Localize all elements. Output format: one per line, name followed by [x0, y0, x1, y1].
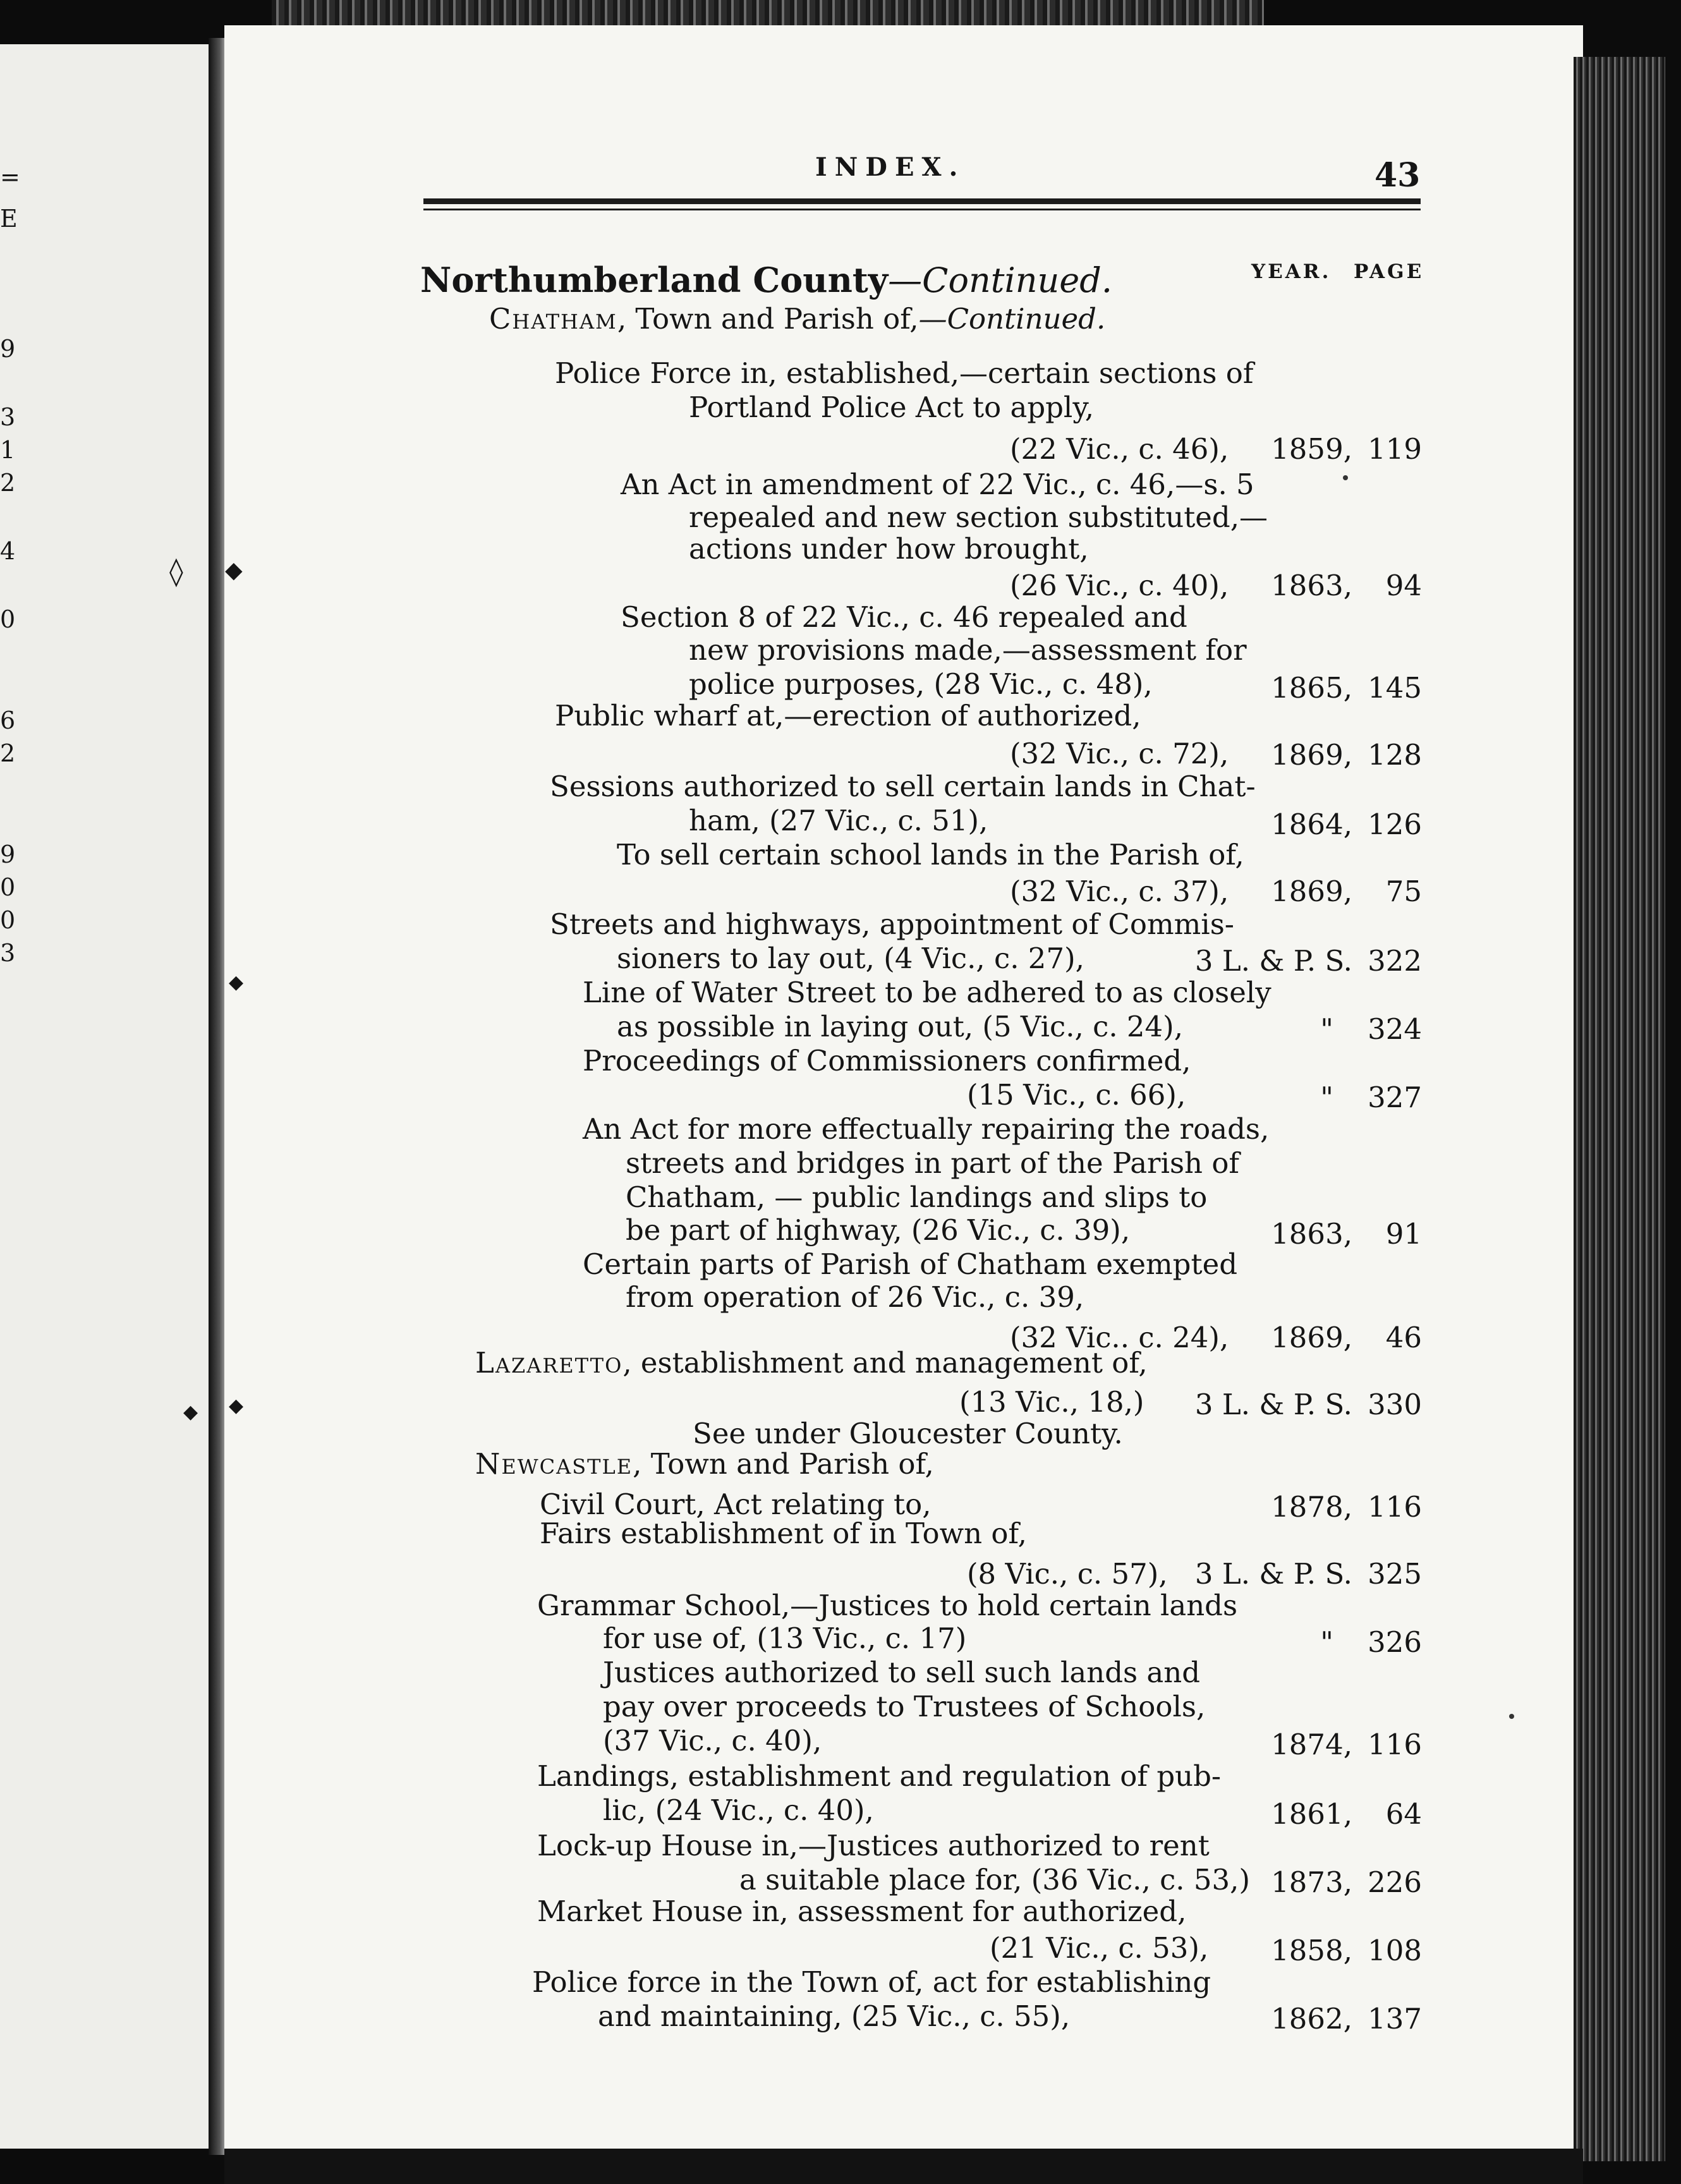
- heading-rest: , Town and Parish of,: [633, 1447, 934, 1481]
- year-cell: 1861,: [1271, 1797, 1352, 1831]
- page-number: 43: [1375, 156, 1421, 195]
- year-cell: 1862,: [1271, 2002, 1352, 2035]
- index-line: Lock-up House in,—Justices authorized to rent: [537, 1829, 1210, 1862]
- year-cell: 1859,: [1271, 432, 1352, 466]
- index-line: Landings, establishment and regulation of pub-: [537, 1759, 1222, 1793]
- fragment-char: 2: [0, 739, 16, 767]
- index-line: for use of, (13 Vic., c. 17): [603, 1622, 967, 1655]
- binding-mark: ◊: [169, 555, 183, 588]
- place-name: Chatham: [489, 302, 617, 336]
- fragment-char: 0: [0, 873, 16, 901]
- index-line: (32 Vic., c. 37),: [1010, 875, 1229, 908]
- index-line: (32 Vic.. c. 24),: [1010, 1321, 1229, 1354]
- page-cell: 327: [1368, 1081, 1422, 1114]
- page-cell: 137: [1368, 2002, 1422, 2035]
- page-cell: 94: [1385, 569, 1422, 602]
- page-cell: 330: [1368, 1388, 1422, 1421]
- header-rule: [423, 209, 1421, 210]
- index-line: (37 Vic., c. 40),: [603, 1724, 822, 1757]
- year-cell: 1869,: [1271, 738, 1352, 772]
- index-line: See under Gloucester County.: [693, 1417, 1123, 1450]
- page-top-edge: [272, 0, 1264, 28]
- fragment-char: 2: [0, 469, 16, 497]
- fragment-char: 0: [0, 605, 16, 633]
- ink-speck: [1509, 1714, 1514, 1719]
- year-cell: ": [1320, 1012, 1333, 1046]
- index-line: Market House in, assessment for authorized,: [537, 1895, 1187, 1928]
- header-rule: [423, 198, 1421, 204]
- index-line: Line of Water Street to be adhered to as closely: [583, 976, 1271, 1009]
- year-cell: 1858,: [1271, 1934, 1352, 1967]
- index-line: and maintaining, (25 Vic., c. 55),: [598, 1999, 1071, 2033]
- page-cell: 326: [1368, 1625, 1422, 1659]
- index-line: Chatham, — public landings and slips to: [626, 1180, 1208, 1214]
- heading-rest: , establishment and management of,: [622, 1346, 1148, 1380]
- place-name: Lazaretto: [475, 1346, 623, 1380]
- index-line: as possible in laying out, (5 Vic., c. 24),: [617, 1010, 1184, 1043]
- year-cell: 1878,: [1271, 1490, 1352, 1524]
- heading-continued: —Continued.: [918, 302, 1106, 336]
- page-cell: 75: [1385, 875, 1422, 908]
- year-cell: 1863,: [1271, 569, 1352, 602]
- page-cell: 119: [1368, 432, 1422, 466]
- year-cell: 1869,: [1271, 875, 1352, 908]
- index-line: lic, (24 Vic., c. 40),: [603, 1793, 874, 1827]
- index-line: from operation of 26 Vic., c. 39,: [626, 1280, 1084, 1314]
- index-line: police purposes, (28 Vic., c. 48),: [689, 667, 1153, 701]
- index-line: ham, (27 Vic., c. 51),: [689, 804, 988, 837]
- page-cell: 322: [1368, 944, 1422, 978]
- index-line: (8 Vic., c. 57),: [967, 1557, 1168, 1591]
- fragment-char: 3: [0, 403, 16, 431]
- page-stack-edge: [1574, 57, 1665, 2161]
- page-cell: 325: [1368, 1557, 1422, 1591]
- index-line: Civil Court, Act relating to,: [540, 1488, 932, 1521]
- index-line: Certain parts of Parish of Chatham exempted: [583, 1247, 1238, 1281]
- fragment-char: E: [0, 205, 18, 233]
- index-line: (21 Vic., c. 53),: [990, 1931, 1209, 1965]
- page-cell: 116: [1368, 1490, 1422, 1524]
- page-cell: 145: [1368, 671, 1422, 705]
- binding-mark: ◆: [229, 971, 244, 993]
- index-line: a suitable place for, (36 Vic., c. 53,): [739, 1863, 1251, 1896]
- page-bottom-edge: [224, 2149, 1583, 2184]
- index-line: Streets and highways, appointment of Commis-: [550, 907, 1234, 941]
- binding-mark: ◆: [229, 1395, 244, 1417]
- index-line: An Act in amendment of 22 Vic., c. 46,—s. 5: [621, 468, 1254, 501]
- page-cell: 91: [1385, 1217, 1422, 1251]
- index-line: repealed and new section substituted,—: [689, 500, 1268, 534]
- index-line: Grammar School,—Justices to hold certain lands: [537, 1589, 1238, 1622]
- binding-mark: ◆: [225, 557, 243, 583]
- binding-mark: ◆: [183, 1401, 198, 1423]
- index-line: streets and bridges in part of the Parish of: [626, 1146, 1240, 1180]
- page-cell: 324: [1368, 1012, 1422, 1046]
- index-line: Sessions authorized to sell certain lands in Chat-: [550, 770, 1256, 803]
- page-cell: 128: [1368, 738, 1422, 772]
- year-cell: 1865,: [1271, 671, 1352, 705]
- index-line: (26 Vic., c. 40),: [1010, 569, 1229, 602]
- fragment-char: 1: [0, 436, 16, 464]
- index-line: sioners to lay out, (4 Vic., c. 27),: [617, 942, 1084, 975]
- index-line: actions under how brought,: [689, 532, 1089, 566]
- index-line: Proceedings of Commissioners confirmed,: [583, 1044, 1191, 1077]
- fragment-char: =: [0, 163, 20, 191]
- index-line: be part of highway, (26 Vic., c. 39),: [626, 1213, 1131, 1247]
- index-line: Portland Police Act to apply,: [689, 391, 1095, 424]
- index-heading-chatham: [489, 302, 1105, 336]
- index-line: Police force in the Town of, act for establishing: [532, 1965, 1211, 1999]
- index-heading-lazaretto: [475, 1346, 1148, 1380]
- index-line: An Act for more effectually repairing the roads,: [583, 1112, 1270, 1146]
- index-line: Public wharf at,—erection of authorized,: [555, 699, 1141, 732]
- year-cell: 1874,: [1271, 1728, 1352, 1761]
- page-cell: 126: [1368, 808, 1422, 841]
- fragment-char: 0: [0, 906, 16, 934]
- index-line: new provisions made,—assessment for: [689, 633, 1247, 667]
- place-name: Newcastle: [475, 1447, 633, 1481]
- left-page-fragments: [0, 0, 38, 2184]
- running-header: INDEX.: [815, 152, 966, 182]
- year-cell: ": [1320, 1081, 1333, 1114]
- page-cell: 108: [1368, 1934, 1422, 1967]
- year-cell: 3 L. & P. S.: [1194, 944, 1352, 978]
- index-line: To sell certain school lands in the Parish of,: [617, 838, 1244, 871]
- year-cell: 1864,: [1271, 808, 1352, 841]
- year-cell: 1873,: [1271, 1866, 1352, 1899]
- county-continued: —Continued.: [888, 260, 1112, 300]
- fragment-char: 3: [0, 939, 16, 967]
- index-heading-newcastle: [475, 1447, 934, 1481]
- index-line: (15 Vic., c. 66),: [967, 1078, 1186, 1112]
- index-line: (32 Vic., c. 72),: [1010, 737, 1229, 770]
- county-name: Northumberland County: [420, 260, 889, 300]
- index-line: Section 8 of 22 Vic., c. 46 repealed and: [621, 600, 1187, 634]
- page-cell: 226: [1368, 1866, 1422, 1899]
- index-line: pay over proceeds to Trustees of Schools,: [603, 1690, 1206, 1723]
- index-line: Fairs establishment of in Town of,: [540, 1517, 1027, 1550]
- fragment-char: 4: [0, 537, 16, 565]
- fragment-char: 9: [0, 840, 16, 868]
- county-heading: [420, 260, 1112, 300]
- year-cell: 3 L. & P. S.: [1194, 1557, 1352, 1591]
- index-line: Justices authorized to sell such lands and: [603, 1656, 1201, 1689]
- page-cell: 46: [1385, 1321, 1422, 1354]
- index-line: (13 Vic., 18,): [959, 1385, 1144, 1419]
- page-cell: 116: [1368, 1728, 1422, 1761]
- index-line: Police Force in, established,—certain sections of: [555, 356, 1254, 390]
- ink-speck: [1343, 475, 1348, 480]
- year-column-header: YEAR.: [1251, 260, 1332, 283]
- index-line: (22 Vic., c. 46),: [1010, 432, 1229, 466]
- year-cell: 1863,: [1271, 1217, 1352, 1251]
- fragment-char: 9: [0, 335, 16, 363]
- page-cell: 64: [1385, 1797, 1422, 1831]
- fragment-char: 6: [0, 707, 16, 734]
- page-column-header: PAGE: [1354, 260, 1424, 283]
- year-cell: 3 L. & P. S.: [1194, 1388, 1352, 1421]
- year-cell: ": [1320, 1625, 1333, 1659]
- year-cell: 1869,: [1271, 1321, 1352, 1354]
- heading-rest: , Town and Parish of,: [617, 302, 919, 336]
